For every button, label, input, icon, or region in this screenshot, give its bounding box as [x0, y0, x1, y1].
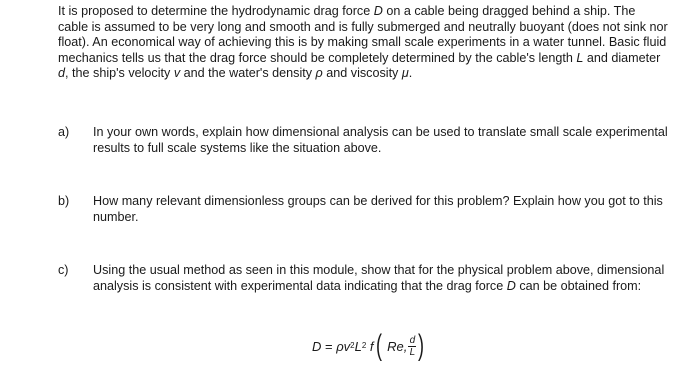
intro-text-4: , the ship's velocity — [65, 66, 174, 81]
formula-rho: ρ — [336, 338, 344, 354]
symbol-d: d — [58, 66, 66, 81]
formula-re: Re, — [383, 338, 408, 354]
formula-open-paren: ( — [375, 329, 382, 362]
symbol-L: L — [576, 50, 584, 65]
formula-fraction — [408, 335, 416, 358]
symbol-D: D — [506, 278, 516, 293]
formula-close-paren: ) — [418, 329, 425, 362]
question-c-text — [93, 263, 668, 294]
formula-v: v — [343, 338, 351, 354]
question-a-text: In your own words, explain how dimensional analysis can be used to translate small scale experimental results to full scale systems like the situation above. — [93, 125, 668, 155]
formula-f: f — [366, 338, 374, 354]
question-b-label: b) — [58, 194, 70, 208]
formula-L: L — [354, 338, 362, 354]
problem-statement — [58, 4, 668, 82]
question-b-text: How many relevant dimensionless groups can be derived for this problem? Explain how you got to this number. — [93, 194, 663, 224]
fraction-numerator: d — [409, 334, 416, 346]
formula-v-exponent: 2 — [350, 340, 355, 350]
symbol-mu: μ — [401, 66, 409, 81]
question-c-text-2: can be obtained from: — [515, 278, 642, 293]
symbol-D: D — [373, 4, 383, 18]
symbol-rho: ρ — [315, 66, 323, 81]
question-c-label: c) — [58, 263, 69, 277]
intro-text-6: and viscosity — [322, 66, 402, 81]
drag-force-formula — [312, 328, 426, 364]
intro-text-7: . — [408, 66, 413, 81]
intro-text-1: It is proposed to determine the hydrodynamic drag force — [58, 4, 374, 18]
intro-text-5: and the water's density — [180, 66, 316, 81]
question-a-label: a) — [58, 125, 70, 139]
formula-lhs: D — [312, 338, 322, 354]
intro-text-3: and diameter — [583, 50, 661, 65]
intro-text-2: on a cable being dragged behind a ship. The cable is assumed to be very long and smooth and is fully submerged and neutrally buoyant (does not sink nor float). An economical way of achieving this is by making small scale experiments in a water tunnel. Basic fluid mechanics tells us that the drag force should be completely determined by the cable's length — [58, 4, 668, 65]
symbol-v: v — [173, 66, 181, 81]
question-c-text-1: Using the usual method as seen in this module, show that for the physical problem above, dimensional analysis is consistent with experimental data indicating that the drag force — [93, 263, 665, 293]
fraction-denominator: L — [409, 346, 416, 358]
formula-L-exponent: 2 — [361, 340, 367, 350]
formula-equals: = — [321, 338, 337, 354]
